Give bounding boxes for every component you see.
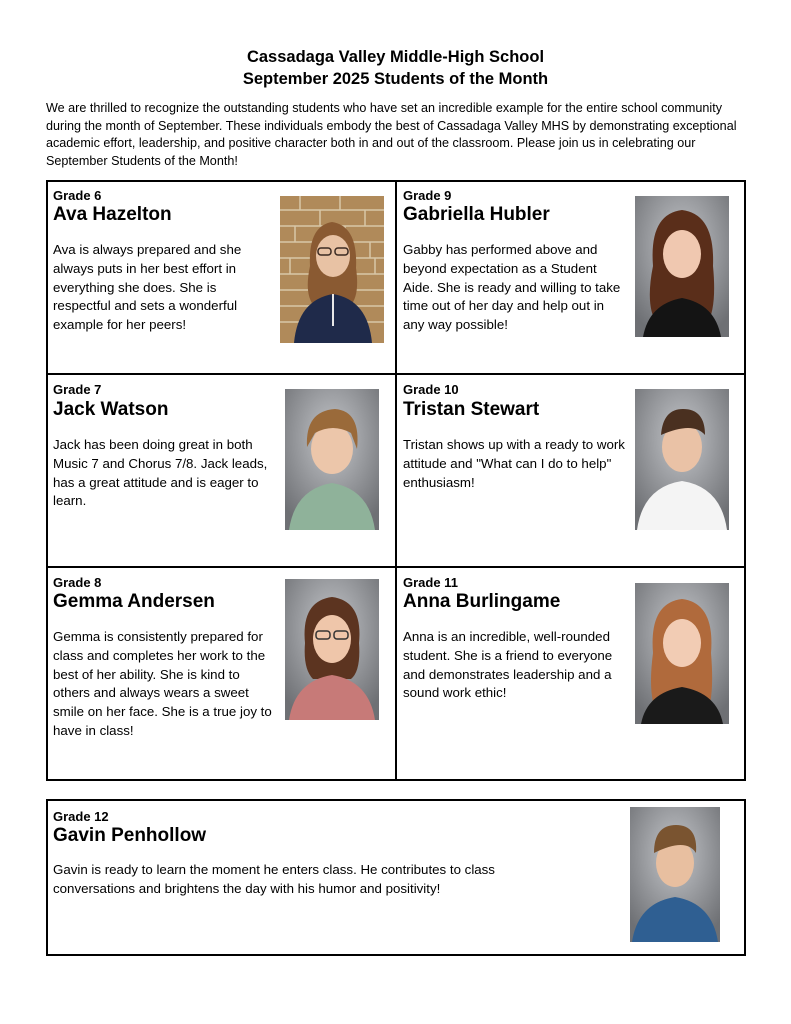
student-photo bbox=[285, 389, 379, 530]
student-photo bbox=[635, 583, 729, 724]
student-name: Gabriella Hubler bbox=[403, 204, 550, 225]
school-name: Cassadaga Valley Middle-High School bbox=[246, 48, 545, 66]
student-blurb: Jack has been doing great in both Music 7 and Chorus 7/8. Jack leads, has a great attitude and is eager to learn. bbox=[53, 437, 268, 509]
student-name: Jack Watson bbox=[53, 399, 169, 420]
student-name: Gemma Andersen bbox=[53, 591, 215, 612]
student-photo bbox=[635, 389, 729, 530]
student-grade: Grade 12 bbox=[53, 809, 109, 824]
student-grade: Grade 6 bbox=[53, 188, 102, 203]
student-photo bbox=[285, 579, 379, 720]
page-title: September 2025 Students of the Month bbox=[242, 70, 549, 88]
student-name: Anna Burlingame bbox=[403, 591, 561, 612]
student-blurb: Gemma is consistently prepared for class and completes her work to the best of her ability. She is kind to others and always wears a sweet smile on her face. She is a true joy to have in class! bbox=[53, 629, 272, 738]
student-name: Gavin Penhollow bbox=[53, 825, 207, 846]
student-blurb: Tristan shows up with a ready to work attitude and "What can I do to help" enthusiasm! bbox=[403, 437, 625, 490]
student-blurb: Gavin is ready to learn the moment he enters class. He contributes to class conversations and brightens the day with his humor and positivity! bbox=[53, 862, 495, 896]
student-blurb: Anna is an incredible, well-rounded student. She is a friend to everyone and demonstrates leadership and a sound work ethic! bbox=[403, 629, 613, 701]
student-blurb: Gabby has performed above and beyond expectation as a Student Aide. She is ready and willing to take time out of her day and help out in any way possible! bbox=[403, 242, 621, 333]
student-grade: Grade 10 bbox=[403, 382, 459, 397]
student-blurb: Ava is always prepared and she always puts in her best effort in everything she does. She is respectful and sets a wonderful example for her peers! bbox=[53, 242, 242, 333]
student-photo bbox=[630, 807, 720, 942]
grid-divider-row-2 bbox=[46, 566, 746, 568]
student-grade: Grade 11 bbox=[403, 575, 458, 590]
intro-paragraph: We are thrilled to recognize the outstanding students who have set an incredible example for the entire school community during the month of September. These individuals embody the best of Cassadaga Valley MHS by demonstrating exceptional academic effort, leadership, and positive character both in and out of the classroom. Please join us in celebrating our September Students of the Month! bbox=[46, 101, 737, 168]
student-photo bbox=[280, 196, 384, 343]
student-name: Tristan Stewart bbox=[403, 399, 540, 420]
grid-divider-vertical bbox=[395, 180, 397, 781]
student-grade: Grade 8 bbox=[53, 575, 102, 590]
student-grade: Grade 7 bbox=[53, 382, 102, 397]
grid-divider-row-1 bbox=[46, 373, 746, 375]
student-photo bbox=[635, 196, 729, 337]
student-name: Ava Hazelton bbox=[53, 204, 172, 225]
student-grade: Grade 9 bbox=[403, 188, 452, 203]
